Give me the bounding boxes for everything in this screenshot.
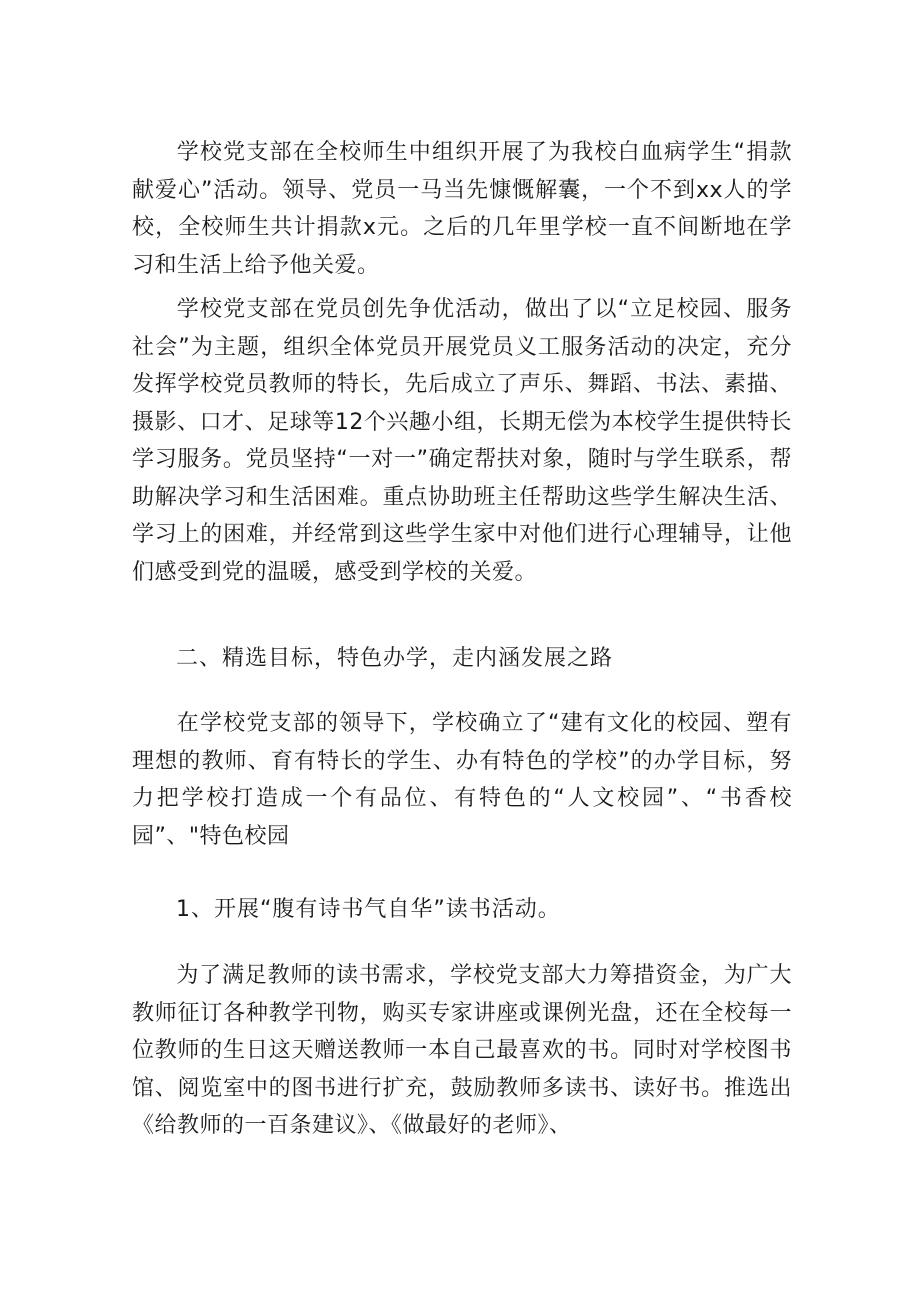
subsection-heading: 1、开展“腹有诗书气自华”读书活动。: [176, 897, 561, 922]
paragraph-text: 学校党支部在党员创先争优活动，做出了以“立足校园、服务社会”为主题，组织全体党员开展党员义工服务活动的决定，充分发挥学校党员教师的特长，先后成立了声乐、舞蹈、书法、素描、摄影、口才、足球等12个兴趣小组，长期无偿为本校学生提供特长学习服务。党员坚持“一对一”确定帮扶对象，随时与学生联系，帮助解决学习和生活困难。重点协助班主任帮助这些学生解决生活、学习上的困难，并经常到这些学生家中对他们进行心理辅导，让他们感受到党的温暖，感受到学校的关爱。: [132, 297, 792, 585]
paragraph-donation: [132, 134, 792, 284]
paragraph-reading-activity: [132, 957, 792, 1145]
section-heading: 二、精选目标，特色办学，走内涵发展之路: [176, 646, 614, 671]
paragraph-school-goals: [132, 705, 792, 855]
paragraph-text: 在学校党支部的领导下，学校确立了“建有文化的校园、塑有理想的教师、育有特长的学生、办有特色的学校”的办学目标，努力把学校打造成一个有品位、有特色的“人文校园”、“书香校园”、"特色校园: [132, 711, 792, 849]
paragraph-text: 为了满足教师的读书需求，学校党支部大力筹措资金，为广大教师征订各种教学刊物，购买专家讲座或课例光盘，还在全校每一位教师的生日这天赠送教师一本自己最喜欢的书。同时对学校图书馆、阅览室中的图书进行扩充，鼓励教师多读书、读好书。推选出《给教师的一百条建议》、《做最好的老师》、: [132, 963, 792, 1138]
paragraph-text: 学校党支部在全校师生中组织开展了为我校白血病学生“捐款献爱心”活动。领导、党员一马当先慷慨解囊，一个不到xx人的学校，全校师生共计捐款x元。之后的几年里学校一直不间断地在学习和生活上给予他关爱。: [132, 140, 792, 278]
paragraph-volunteer-service: [132, 291, 792, 591]
